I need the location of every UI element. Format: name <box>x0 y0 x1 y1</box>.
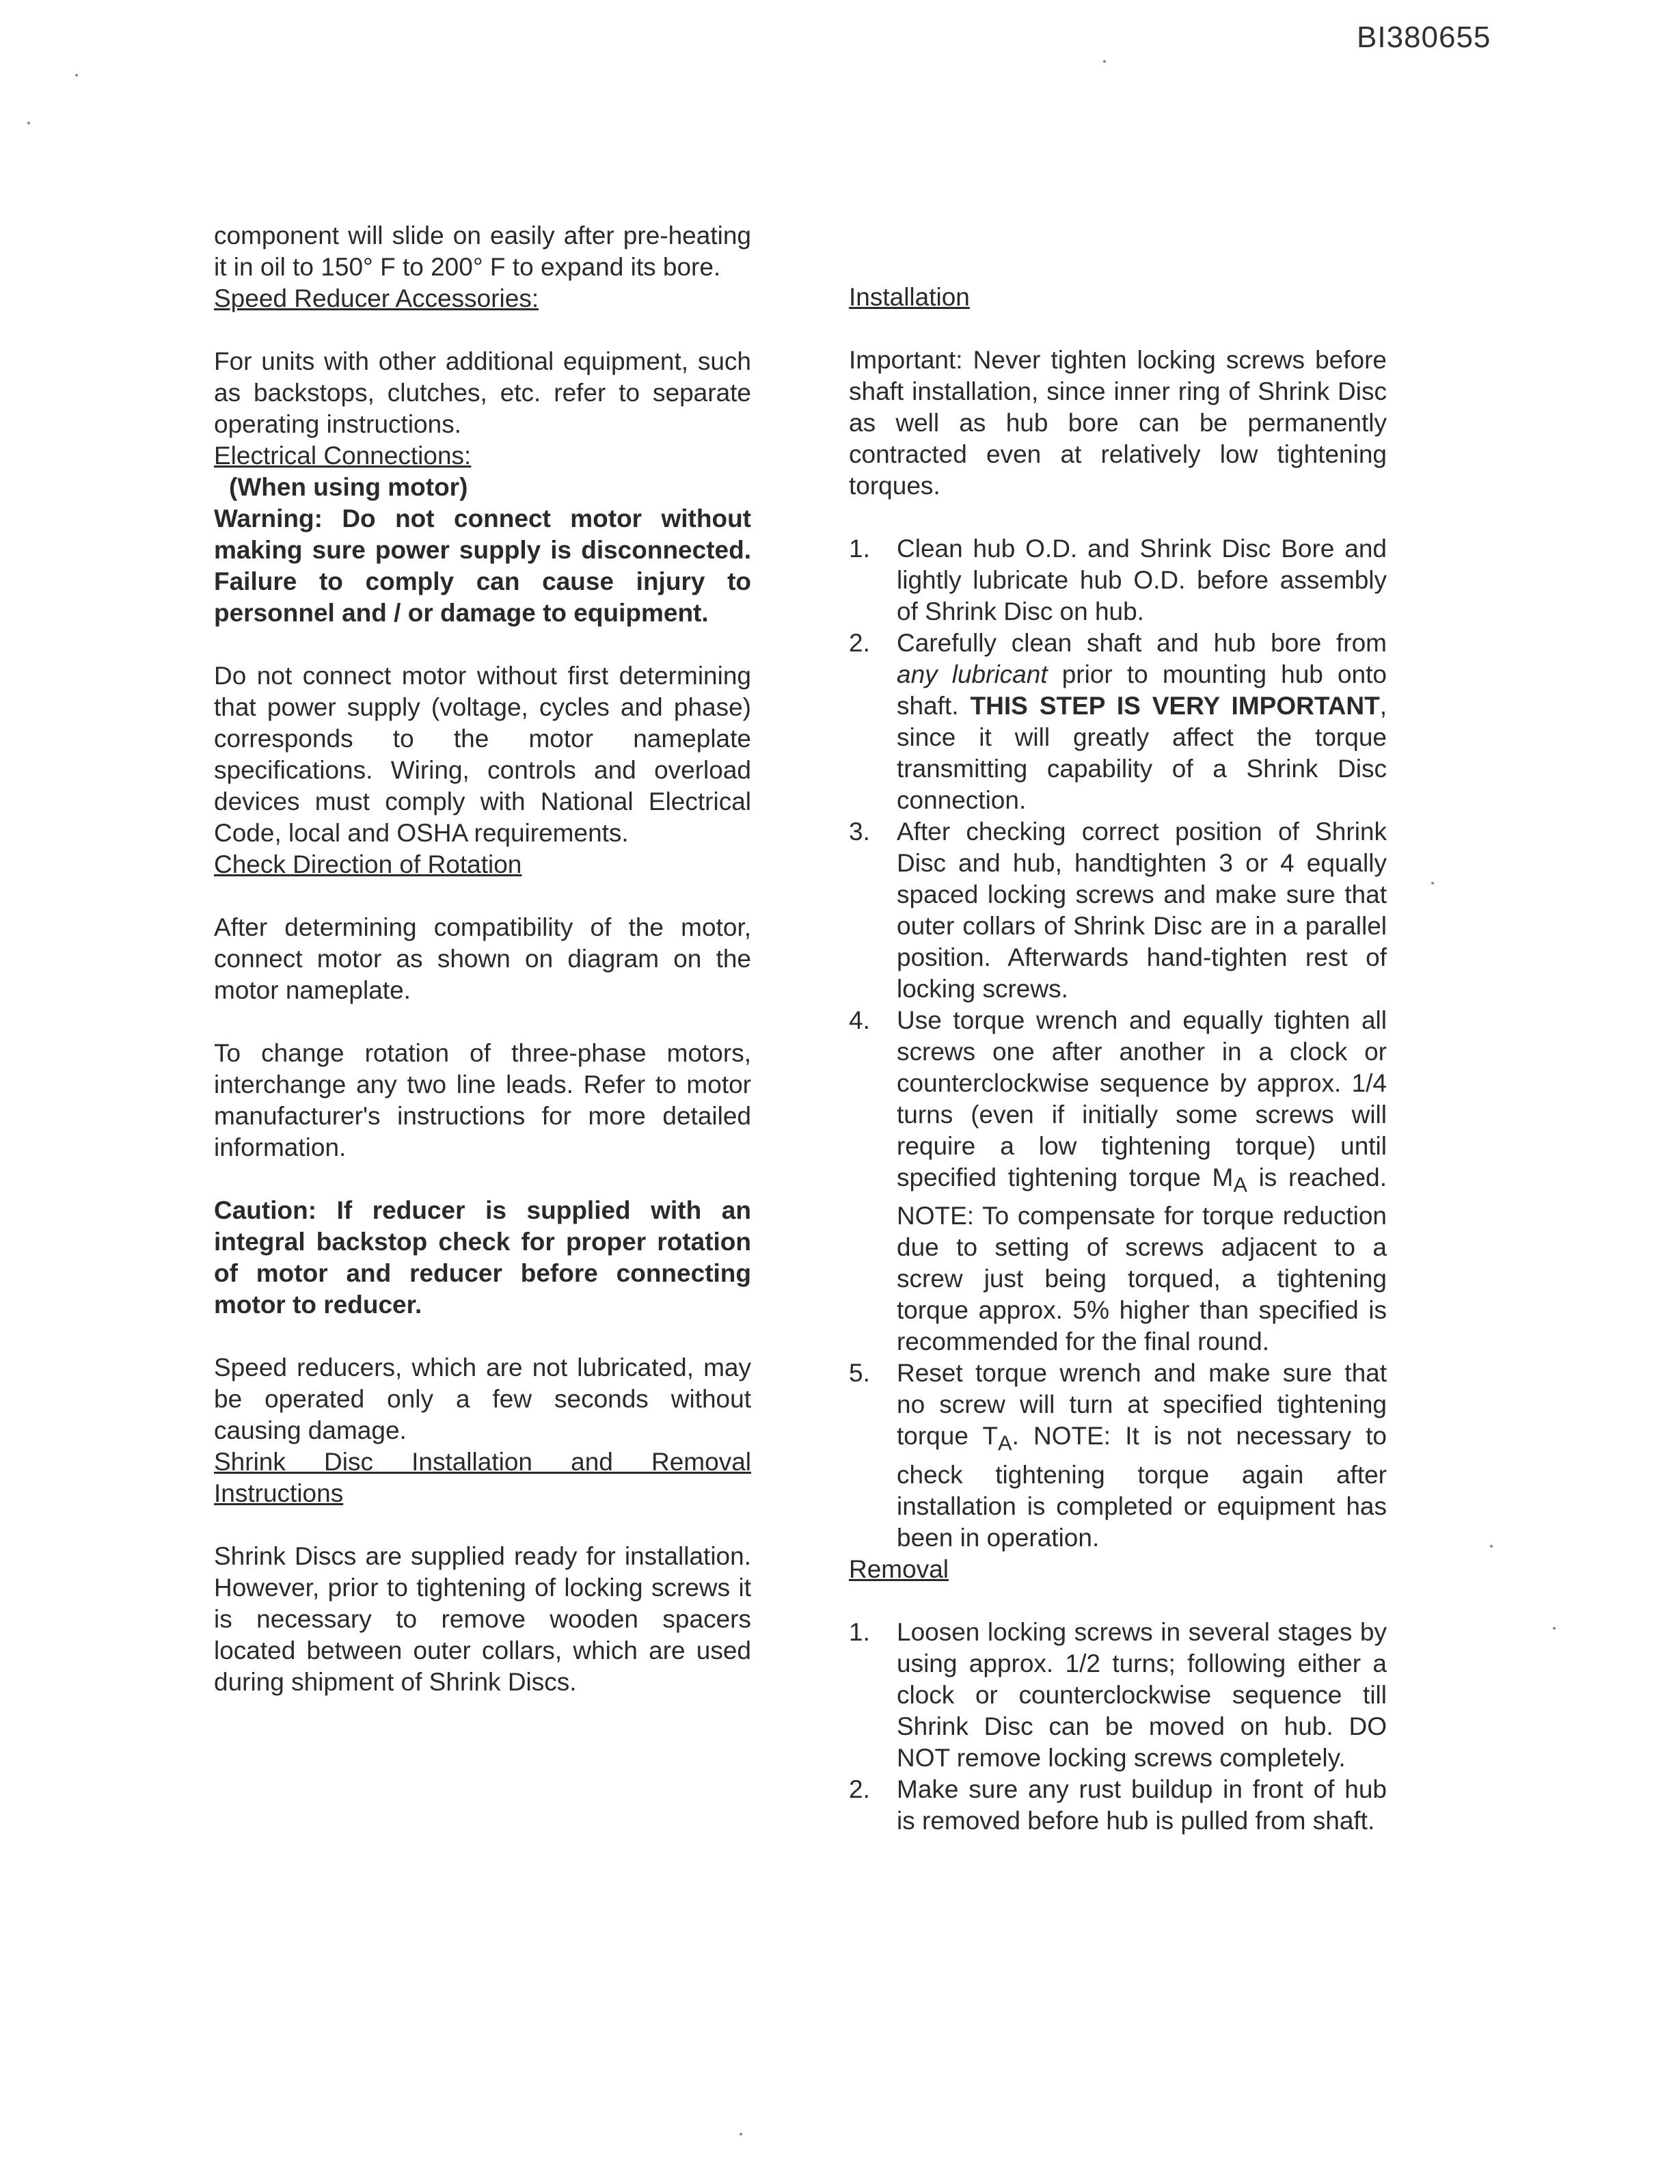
step-text-pre: Carefully clean shaft and hub bore from <box>897 629 1387 657</box>
step-number: 4. <box>849 1006 870 1034</box>
step-text: Loosen locking screws in several stages by using approx. 1/2 turns; following either a clock or counterclockwise sequence till Shrink Disc can be moved on hub. DO NOT remove locking screws completely. <box>897 1617 1387 1772</box>
list-item <box>849 1005 1387 1358</box>
list-item <box>849 1774 1387 1837</box>
left-column <box>214 220 751 1698</box>
step-text: Make sure any rust buildup in front of hub is removed before hub is pulled from shaft. <box>897 1775 1387 1835</box>
list-item <box>849 816 1387 1005</box>
step-number: 2. <box>849 1775 870 1803</box>
list-item <box>849 1358 1387 1553</box>
step-text: Clean hub O.D. and Shrink Disc Bore and lightly lubricate hub O.D. before assembly of Shrink Disc on hub. <box>897 535 1387 625</box>
scan-speck <box>740 2133 742 2135</box>
accessories-paragraph: For units with other additional equipment, such as backstops, clutches, etc. refer to separate operating instructions. <box>214 347 751 438</box>
accessories-heading: Speed Reducer Accessories: <box>214 284 539 312</box>
step-number: 1. <box>849 1617 870 1646</box>
document-id: BI380655 <box>1357 21 1491 54</box>
scan-speck <box>1490 1545 1493 1548</box>
scan-speck <box>1103 60 1106 63</box>
scan-speck <box>1431 882 1434 885</box>
step-text: After checking correct position of Shrink Disc and hub, handtighten 3 or 4 equally spaced locking screws and make sure that outer collars of Shrink Disc are in a parallel position. Afterwards hand-tighten rest of locking screws. <box>897 818 1387 1003</box>
step-text-post: , since it will greatly affect the torque transmitting capability of a Shrink Disc connection. <box>897 692 1387 814</box>
list-item <box>849 1617 1387 1774</box>
caution-paragraph: Caution: If reducer is supplied with an integral backstop check for proper rotation of motor and reducer before connecting motor to reducer. <box>214 1196 751 1319</box>
intro-paragraph: component will slide on easily after pre-heating it in oil to 150° F to 200° F to expand its bore. <box>214 221 751 281</box>
step-number: 5. <box>849 1359 870 1388</box>
electrical-paragraph: Do not connect motor without first determining that power supply (voltage, cycles and phase) corresponds to the motor nameplate specifications. Wiring, controls and overload devices must comply with National Electrical Code, local and OSHA requirements. <box>214 662 751 847</box>
list-item <box>849 533 1387 628</box>
step-number: 3. <box>849 818 870 846</box>
step-text-bold: THIS STEP IS VERY IMPORTANT <box>970 692 1380 720</box>
removal-steps <box>849 1617 1387 1837</box>
lubrication-paragraph: Speed reducers, which are not lubricated, may be operated only a few seconds without causing damage. <box>214 1353 751 1444</box>
rotation-paragraph-1: After determining compatibility of the motor, connect motor as shown on diagram on the motor nameplate. <box>214 913 751 1004</box>
step-text-pre: Use torque wrench and equally tighten all screws one after another in a clock or counterclockwise sequence by approx. 1/4 turns (even if initially some screws will require a low tightening torque) until specified tightening torque M <box>897 1006 1387 1191</box>
list-item <box>849 628 1387 816</box>
right-column <box>849 282 1387 1837</box>
step-text-pre: Reset torque wrench and make sure that no screw will turn at specified tightening torque T <box>897 1359 1387 1451</box>
warning-paragraph: Warning: Do not connect motor without making sure power supply is disconnected. Failure to comply can cause injury to personnel and / or damage to equipment. <box>214 504 751 627</box>
step-text-post: is reached. NOTE: To compensate for torque reduction due to setting of screws adjacent to a screw just being torqued, a tightening torque approx. 5% higher than specified is recommended for the final round. <box>897 1163 1387 1356</box>
electrical-heading: Electrical Connections: <box>214 442 472 470</box>
shrink-disc-paragraph: Shrink Discs are supplied ready for installation. However, prior to tightening of locking screws it is necessary to remove wooden spacers located between outer collars, which are used during shipment of Shrink Discs. <box>214 1542 751 1696</box>
rotation-paragraph-2: To change rotation of three-phase motors, interchange any two line leads. Refer to motor manufacturer's instructions for more detailed information. <box>214 1039 751 1161</box>
installation-steps <box>849 533 1387 1554</box>
installation-heading: Installation <box>849 283 970 311</box>
step-text-subscript: A <box>998 1431 1012 1455</box>
rotation-heading: Check Direction of Rotation <box>214 850 522 878</box>
electrical-subhead: (When using motor) <box>229 473 468 501</box>
step-text-mid: prior to mounting hub onto shaft. <box>897 660 1387 720</box>
step-number: 1. <box>849 535 870 563</box>
scan-speck <box>75 74 78 77</box>
step-text-post: . NOTE: It is not necessary to check tightening torque again after installation is completed or equipment has been in operation. <box>897 1422 1387 1552</box>
scan-speck <box>27 122 30 124</box>
step-number: 2. <box>849 629 870 657</box>
important-paragraph: Important: Never tighten locking screws before shaft installation, since inner ring of Shrink Disc as well as hub bore can be permanently contracted even at relatively low tightening torques. <box>849 346 1387 500</box>
step-text-italic: any lubricant <box>897 660 1048 688</box>
step-text-subscript: A <box>1233 1172 1247 1197</box>
shrink-disc-heading: Shrink Disc Installation and Removal Instructions <box>214 1448 751 1507</box>
removal-heading: Removal <box>849 1554 949 1583</box>
scan-speck <box>1553 1627 1556 1630</box>
